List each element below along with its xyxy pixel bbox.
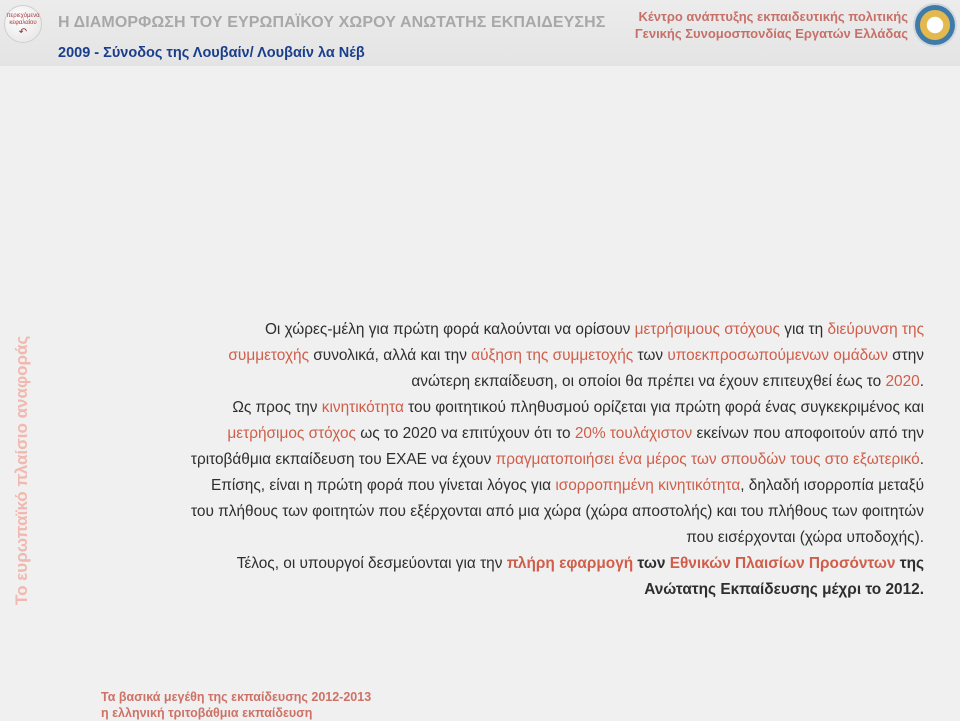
footer-link-sizes[interactable]: Τα βασικά μεγέθη της εκπαίδευσης 2012-2013 [101, 690, 372, 704]
text-run: , δηλαδή ισορροπία μεταξύ του πλήθους των φοιτητών που εξέρχονται από μια χώρα (χώρα αποστολής) και του πλήθους των φοιτητών που εισέρχονται (χώρα υποδοχής). [191, 477, 924, 546]
text-run: Επίσης, είναι η πρώτη φορά που γίνεται λόγος για [211, 477, 556, 494]
text-run: Τέλος, οι υπουργοί δεσμεύονται για την [236, 555, 507, 572]
highlighted-phrase: ισορροπημένη κινητικότητα [555, 477, 741, 494]
highlighted-phrase: των [633, 555, 670, 572]
footer-link-greek-higher-ed[interactable]: η ελληνική τριτοβάθμια εκπαίδευση [101, 706, 313, 720]
highlighted-phrase: 20% τουλάχιστον [574, 425, 693, 442]
text-run: για τη [779, 321, 828, 338]
section-side-label: Το ευρωπαϊκό πλαίσιο αναφοράς [12, 335, 31, 605]
text-run: Οι χώρες-μέλη για πρώτη φορά καλούνται να ορίσουν [264, 321, 635, 338]
chapter-contents-label-2: κεφαλαίου [9, 20, 37, 26]
highlighted-phrase: μετρήσιμους στόχους [634, 321, 780, 338]
highlighted-phrase: αύξηση της συμμετοχής [471, 347, 634, 364]
highlighted-phrase: διεύρυνση της συμμετοχής [228, 321, 924, 364]
highlighted-phrase: 2020 [885, 373, 920, 390]
text-run: . [919, 451, 924, 468]
organization-logo [915, 5, 955, 45]
organization-name-line-1: Κέντρο ανάπτυξης εκπαιδευτικής πολιτικής [638, 9, 908, 24]
highlighted-phrase: υποεκπροσωπούμενων ομάδων [667, 347, 888, 364]
chapter-contents-button[interactable] [4, 5, 42, 43]
text-run: στην ανώτερη εκπαίδευση, οι οποίοι θα πρέπει να έχουν επιτευχθεί έως το [411, 347, 924, 390]
chapter-contents-label-1: περιεχόμενα [6, 13, 40, 19]
body-paragraph [186, 395, 924, 473]
highlighted-phrase: Εθνικών Πλαισίων Προσόντων [669, 555, 896, 572]
organization-name [635, 8, 908, 42]
text-run: ως το 2020 να επιτύχουν ότι το [355, 425, 575, 442]
footer-links [101, 689, 371, 721]
body-paragraph [186, 317, 924, 395]
highlighted-phrase: μετρήσιμος στόχος [227, 425, 356, 442]
text-run: των [633, 347, 668, 364]
body-paragraph [186, 551, 924, 603]
text-run: του φοιτητικού πληθυσμού ορίζεται για πρώτη φορά ένας συγκεκριμένος και [403, 399, 924, 416]
body-paragraph [186, 473, 924, 551]
text-run: συνολικά, αλλά και την [309, 347, 472, 364]
organization-name-line-2: Γενικής Συνομοσπονδίας Εργατών Ελλάδας [634, 26, 908, 41]
back-arrow-icon: ↶ [18, 27, 28, 38]
slide-body [186, 317, 924, 603]
highlighted-phrase: κινητικότητα [321, 399, 404, 416]
highlighted-phrase: της Ανώτατης Εκπαίδευσης μέχρι το 2012. [644, 555, 924, 598]
highlighted-phrase: πλήρη εφαρμογή [506, 555, 634, 572]
text-run: . [919, 373, 924, 390]
slide-subtitle: 2009 - Σύνοδος της Λουβαίν/ Λουβαίν λα Νέβ [58, 45, 365, 61]
text-run: εκείνων που αποφοιτούν από την τριτοβάθμια εκπαίδευση του ΕΧΑΕ να έχουν [190, 425, 924, 468]
highlighted-phrase: πραγματοποιήσει ένα μέρος των σπουδών τους στο εξωτερικό [495, 451, 920, 468]
slide-title: Η ΔΙΑΜΟΡΦΩΣΗ ΤΟΥ ΕΥΡΩΠΑΪΚΟΥ ΧΩΡΟΥ ΑΝΩΤΑΤΗΣ ΕΚΠΑΙΔΕΥΣΗΣ [58, 14, 606, 31]
text-run: Ως προς την [232, 399, 322, 416]
